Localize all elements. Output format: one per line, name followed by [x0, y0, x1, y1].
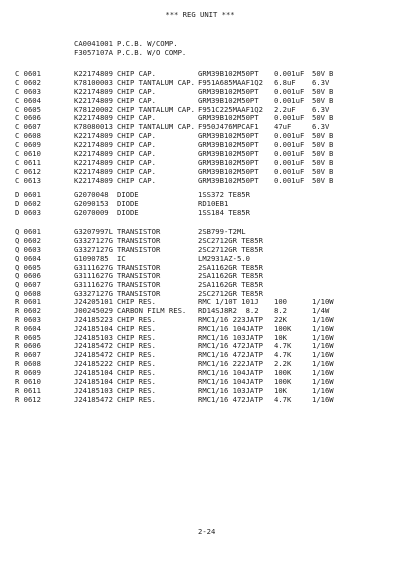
part-description: CHIP RES.: [117, 341, 156, 351]
part-description: CHIP RES.: [117, 394, 156, 404]
part-value: 100K: [274, 377, 292, 387]
ref-designator: C 0609: [15, 140, 41, 150]
part-characteristic: B: [329, 86, 334, 96]
part-specification: 2SC2712GR TE85R: [198, 244, 263, 254]
ref-designator: C 0606: [15, 113, 41, 123]
part-number: G3327127G: [74, 235, 113, 245]
part-description: CHIP RES.: [117, 368, 156, 378]
part-number: K22174809: [74, 149, 113, 159]
part-description: CHIP CAP.: [117, 131, 156, 141]
part-specification: RMC 1/10T 101J: [198, 297, 259, 306]
part-characteristic: B: [329, 140, 334, 150]
part-description: CHIP CAP.: [117, 69, 156, 78]
part-specification: RMC1/16 472JATP: [198, 394, 263, 404]
pcb-row: [0, 40, 400, 49]
part-rating: 1/16W: [312, 314, 334, 324]
part-characteristic: B: [329, 131, 334, 141]
ref-designator: R 0606: [15, 341, 41, 351]
part-rating: 50V: [312, 140, 325, 150]
part-specification: RMC1/16 472JATP: [198, 341, 263, 351]
part-value: 22K: [274, 314, 287, 324]
part-number: CA0041001: [74, 39, 113, 48]
part-value: 6.8uF: [274, 77, 296, 87]
part-number: J24185104: [74, 368, 113, 378]
part-specification: GRM39B102M50PT: [198, 149, 259, 159]
part-number: J24185103: [74, 332, 113, 342]
ref-designator: D 0601: [15, 190, 41, 199]
part-specification: GRM39B102M50PT: [198, 131, 259, 141]
ref-designator: D 0602: [15, 198, 41, 208]
part-specification: GRM39B102M50PT: [198, 69, 259, 78]
part-number: J24185104: [74, 377, 113, 387]
ref-designator: C 0605: [15, 104, 41, 114]
part-specification: GRM39B102M50PT: [198, 113, 259, 123]
ref-designator: Q 0601: [15, 227, 41, 236]
part-rating: 1/16W: [312, 385, 334, 395]
part-value: 100K: [274, 368, 292, 378]
part-specification: 2SC2712GR TE85R: [198, 235, 263, 245]
ref-designator: C 0607: [15, 122, 41, 132]
ref-designator: R 0605: [15, 332, 41, 342]
ref-designator: R 0604: [15, 323, 41, 333]
ref-designator: Q 0606: [15, 271, 41, 281]
part-rating: 50V: [312, 157, 325, 167]
part-specification: RMC1/16 103JATP: [198, 385, 263, 395]
capacitor-section: [0, 70, 400, 186]
part-characteristic: B: [329, 95, 334, 105]
part-description: CHIP CAP.: [117, 157, 156, 167]
part-specification: LM2931AZ-5.0: [198, 253, 250, 263]
part-description: CHIP TANTALUM CAP.: [117, 77, 195, 87]
part-specification: GRM39B102M50PT: [198, 86, 259, 96]
ref-designator: R 0602: [15, 305, 41, 315]
part-value: 4.7K: [274, 394, 292, 404]
part-description: DIODE: [117, 198, 139, 208]
part-number: J24185472: [74, 350, 113, 360]
part-number: G1090785: [74, 253, 109, 263]
part-specification: 2SA1162GR TE85R: [198, 280, 263, 290]
resistor-section: [0, 298, 400, 405]
part-description: CHIP CAP.: [117, 86, 156, 96]
part-number: G3327127G: [74, 244, 113, 254]
part-description: TRANSISTOR: [117, 271, 161, 281]
part-specification: RD10EB1: [198, 198, 229, 208]
part-value: 100K: [274, 323, 292, 333]
ref-designator: R 0601: [15, 297, 41, 306]
part-description: CHIP TANTALUM CAP.: [117, 104, 195, 114]
part-number: K22174809: [74, 131, 113, 141]
part-specification: GRM39B102M50PT: [198, 166, 259, 176]
part-characteristic: B: [329, 149, 334, 159]
ref-designator: C 0602: [15, 77, 41, 87]
part-value: 10K: [274, 385, 287, 395]
ref-designator: R 0607: [15, 350, 41, 360]
part-characteristic: B: [329, 175, 334, 185]
part-characteristic: B: [329, 157, 334, 167]
part-description: CHIP CAP.: [117, 95, 156, 105]
part-value: 0.001uF: [274, 131, 305, 141]
page-number: 2-24: [198, 527, 216, 536]
part-number: J24185103: [74, 385, 113, 395]
part-number: K22174809: [74, 95, 113, 105]
part-rating: 1/16W: [312, 323, 334, 333]
part-specification: RMC1/16 104JATP: [198, 368, 263, 378]
part-number: K22174809: [74, 157, 113, 167]
part-value: 0.001uF: [274, 69, 305, 78]
part-specification: F951C225MAAF1Q2: [198, 104, 263, 114]
ref-designator: Q 0608: [15, 289, 41, 299]
parts-row: [0, 209, 400, 218]
part-number: G3111627G: [74, 271, 113, 281]
ref-designator: R 0609: [15, 368, 41, 378]
part-description: CHIP RES.: [117, 350, 156, 360]
ref-designator: Q 0603: [15, 244, 41, 254]
part-description: DIODE: [117, 207, 139, 217]
part-number: K22174809: [74, 175, 113, 185]
part-specification: GRM39B102M50PT: [198, 157, 259, 167]
part-value: 2.2K: [274, 359, 292, 369]
part-number: K78080013: [74, 122, 113, 132]
part-number: K22174809: [74, 113, 113, 123]
part-description: CHIP RES.: [117, 314, 156, 324]
part-value: 100: [274, 297, 287, 306]
part-value: 10K: [274, 332, 287, 342]
part-number: G3207997L: [74, 227, 113, 236]
part-specification: RD14SJ8R2 8.2: [198, 305, 259, 315]
part-rating: 1/16W: [312, 368, 334, 378]
part-rating: 50V: [312, 69, 325, 78]
part-description: IC: [117, 253, 126, 263]
ref-designator: R 0608: [15, 359, 41, 369]
part-number: F3057107A: [74, 47, 113, 57]
part-description: TRANSISTOR: [117, 244, 161, 254]
part-description: CHIP RES.: [117, 297, 156, 306]
parts-row: [0, 396, 400, 405]
part-rating: 1/16W: [312, 377, 334, 387]
diode-section: [0, 191, 400, 218]
part-number: G2070048: [74, 190, 109, 199]
ref-designator: C 0601: [15, 69, 41, 78]
part-rating: 50V: [312, 149, 325, 159]
part-specification: GRM39B102M50PT: [198, 175, 259, 185]
part-value: 47uF: [274, 122, 292, 132]
ref-designator: Q 0605: [15, 262, 41, 272]
part-specification: RMC1/16 103JATP: [198, 332, 263, 342]
part-number: J00245029: [74, 305, 113, 315]
part-description: CHIP RES.: [117, 359, 156, 369]
parts-row: [0, 177, 400, 186]
pcb-header-block: [0, 40, 400, 58]
part-rating: 50V: [312, 95, 325, 105]
part-rating: 1/4W: [312, 305, 330, 315]
part-rating: 1/16W: [312, 394, 334, 404]
part-specification: F950J476MPCAF1: [198, 122, 259, 132]
part-value: 0.001uF: [274, 113, 305, 123]
part-number: G2070009: [74, 207, 109, 217]
part-rating: 1/10W: [312, 297, 334, 306]
part-characteristic: B: [329, 166, 334, 176]
part-number: J24185222: [74, 359, 113, 369]
part-specification: GRM39B102M50PT: [198, 95, 259, 105]
part-value: 0.001uF: [274, 157, 305, 167]
part-specification: RMC1/16 104JATP: [198, 377, 263, 387]
unit-title: *** REG UNIT ***: [165, 10, 235, 19]
part-description: CHIP CAP.: [117, 149, 156, 159]
part-rating: 1/16W: [312, 332, 334, 342]
part-number: K78120002: [74, 104, 113, 114]
part-specification: 2SA1162GR TE85R: [198, 271, 263, 281]
part-description: CHIP RES.: [117, 332, 156, 342]
ref-designator: R 0611: [15, 385, 41, 395]
part-description: CHIP CAP.: [117, 175, 156, 185]
part-specification: 1SS372 TE85R: [198, 190, 250, 199]
part-number: J24185104: [74, 323, 113, 333]
part-description: CHIP CAP.: [117, 113, 156, 123]
part-description: TRANSISTOR: [117, 235, 161, 245]
part-description: CHIP CAP.: [117, 140, 156, 150]
ref-designator: Q 0602: [15, 235, 41, 245]
ref-designator: Q 0607: [15, 280, 41, 290]
part-value: 4.7K: [274, 341, 292, 351]
part-rating: 50V: [312, 166, 325, 176]
part-specification: 2SC2712GR TE85R: [198, 289, 263, 299]
part-description: TRANSISTOR: [117, 262, 161, 272]
part-rating: 50V: [312, 175, 325, 185]
ref-designator: C 0612: [15, 166, 41, 176]
part-description: CARBON FILM RES.: [117, 305, 187, 315]
part-description: CHIP TANTALUM CAP.: [117, 122, 195, 132]
part-rating: 1/16W: [312, 350, 334, 360]
part-number: J24185472: [74, 341, 113, 351]
pcb-row: [0, 49, 400, 58]
ref-designator: Q 0604: [15, 253, 41, 263]
part-rating: 1/16W: [312, 341, 334, 351]
part-characteristic: B: [329, 69, 334, 78]
part-description: DIODE: [117, 190, 139, 199]
part-description: P.C.B. W/COMP.: [117, 39, 178, 48]
part-number: K22174809: [74, 86, 113, 96]
part-specification: RMC1/16 104JATP: [198, 323, 263, 333]
part-description: P.C.B. W/O COMP.: [117, 47, 187, 57]
ref-designator: C 0608: [15, 131, 41, 141]
part-number: G3111627G: [74, 262, 113, 272]
part-rating: 6.3V: [312, 77, 330, 87]
part-rating: 6.3V: [312, 104, 330, 114]
part-description: CHIP RES.: [117, 385, 156, 395]
part-value: 0.001uF: [274, 175, 305, 185]
part-number: K78100003: [74, 77, 113, 87]
part-number: G3111627G: [74, 280, 113, 290]
part-value: 0.001uF: [274, 166, 305, 176]
part-number: K22174809: [74, 69, 113, 78]
ref-designator: C 0610: [15, 149, 41, 159]
ref-designator: D 0603: [15, 207, 41, 217]
part-description: TRANSISTOR: [117, 227, 161, 236]
part-value: 0.001uF: [274, 149, 305, 159]
part-number: K22174809: [74, 166, 113, 176]
transistor-section: [0, 228, 400, 299]
ref-designator: C 0603: [15, 86, 41, 96]
part-description: CHIP CAP.: [117, 166, 156, 176]
part-specification: GRM39B102M50PT: [198, 140, 259, 150]
part-value: 8.2: [274, 305, 287, 315]
part-value: 0.001uF: [274, 140, 305, 150]
part-description: TRANSISTOR: [117, 289, 161, 299]
part-number: J24185223: [74, 314, 113, 324]
part-rating: 6.3V: [312, 122, 330, 132]
part-specification: RMC1/16 472JATP: [198, 350, 263, 360]
part-number: G2090153: [74, 198, 109, 208]
part-specification: F951A685MAAF1Q2: [198, 77, 263, 87]
ref-designator: R 0610: [15, 377, 41, 387]
ref-designator: C 0611: [15, 157, 41, 167]
part-value: 4.7K: [274, 350, 292, 360]
part-specification: 2SB799-T2ML: [198, 227, 246, 236]
ref-designator: R 0603: [15, 314, 41, 324]
part-rating: 50V: [312, 86, 325, 96]
part-specification: 1SS184 TE85R: [198, 207, 250, 217]
part-number: J24185472: [74, 394, 113, 404]
part-number: J24205101: [74, 297, 113, 306]
part-description: CHIP RES.: [117, 377, 156, 387]
part-rating: 50V: [312, 113, 325, 123]
ref-designator: C 0604: [15, 95, 41, 105]
part-description: TRANSISTOR: [117, 280, 161, 290]
part-value: 2.2uF: [274, 104, 296, 114]
part-description: CHIP RES.: [117, 323, 156, 333]
ref-designator: R 0612: [15, 394, 41, 404]
part-specification: RMC1/16 223JATP: [198, 314, 263, 324]
part-specification: 2SA1162GR TE85R: [198, 262, 263, 272]
part-value: 0.001uF: [274, 86, 305, 96]
part-number: G3327127G: [74, 289, 113, 299]
part-characteristic: B: [329, 113, 334, 123]
part-number: K22174809: [74, 140, 113, 150]
ref-designator: C 0613: [15, 175, 41, 185]
part-rating: 50V: [312, 131, 325, 141]
part-value: 0.001uF: [274, 95, 305, 105]
part-specification: RMC1/16 222JATP: [198, 359, 263, 369]
part-rating: 1/16W: [312, 359, 334, 369]
